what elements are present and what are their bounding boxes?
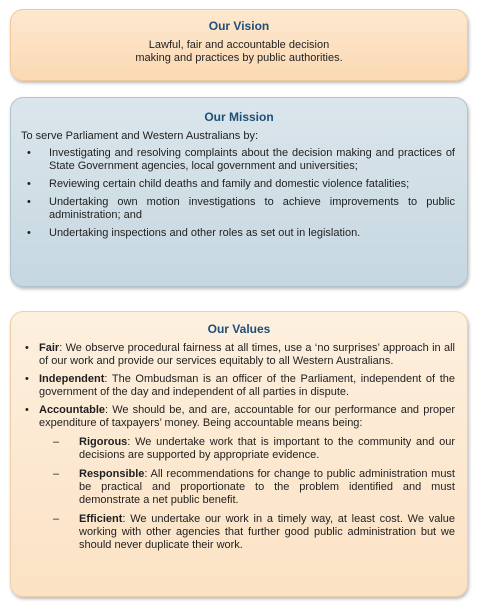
- bullet-icon: •: [27, 227, 31, 239]
- bullet-icon: •: [27, 178, 31, 190]
- values-list: [11, 342, 467, 552]
- value-term: Fair: [39, 342, 60, 354]
- accountable-sublist: [39, 436, 455, 552]
- dash-icon: –: [53, 468, 60, 480]
- value-term: Independent: [39, 373, 105, 385]
- mission-item-text: Undertaking inspections and other roles as set out in legislation.: [49, 227, 361, 239]
- dash-icon: –: [53, 436, 60, 448]
- mission-panel: [10, 97, 468, 287]
- sub-item-responsible: [11, 468, 455, 507]
- dash-icon: –: [53, 513, 60, 525]
- values-panel: [10, 311, 468, 597]
- mission-list: [11, 147, 467, 240]
- vision-panel: [10, 9, 468, 81]
- value-text: : The Ombudsman is an officer of the Parliament, independent of the government of the day and independent of all parties in dispute.: [39, 373, 455, 398]
- sub-text: : We undertake work that is important to the community and our decisions are supported by appropriate evidence.: [79, 436, 455, 461]
- value-term: Accountable: [39, 404, 106, 416]
- sub-text: : All recommendations for change to public administration must be practical and proportionate to the problem identified and must demonstrate a net public benefit.: [79, 468, 455, 506]
- mission-title: Our Mission: [204, 110, 274, 124]
- value-text: : We observe procedural fairness at all times, use a ‘no surprises’ approach in all of our work and provide our services equitably to all Western Australians.: [39, 342, 455, 367]
- bullet-icon: •: [25, 342, 29, 354]
- mission-item: [11, 227, 467, 240]
- sub-text: : We undertake our work in a timely way, at least cost. We value working with other agencies that further good public administration but we should never duplicate their work.: [79, 513, 455, 551]
- bullet-icon: •: [25, 373, 29, 385]
- value-text: : We should be, and are, accountable for our performance and proper expenditure of taxpayers’ money. Being accountable means being:: [39, 404, 455, 429]
- bullet-icon: •: [27, 147, 31, 159]
- mission-item-text: Investigating and resolving complaints about the decision making and practices of State Government agencies, local government and universities;: [49, 147, 455, 172]
- value-item-independent: [11, 373, 467, 399]
- value-item-accountable: [11, 404, 467, 552]
- sub-item-efficient: [11, 513, 455, 552]
- vision-line: making and practices by public authorities.: [135, 52, 343, 64]
- bullet-icon: •: [27, 196, 31, 208]
- mission-item: [11, 196, 467, 222]
- vision-title: Our Vision: [208, 19, 270, 33]
- values-title: Our Values: [207, 322, 271, 336]
- mission-item: [11, 147, 467, 173]
- sub-item-rigorous: [11, 436, 455, 462]
- vision-statement: [11, 39, 467, 65]
- bullet-icon: •: [25, 404, 29, 416]
- mission-item-text: Reviewing certain child deaths and family and domestic violence fatalities;: [49, 178, 410, 190]
- mission-item-text: Undertaking own motion investigations to achieve improvements to public administration; and: [49, 196, 455, 221]
- sub-term: Efficient: [79, 513, 123, 525]
- mission-intro: To serve Parliament and Western Australians by:: [21, 130, 259, 142]
- mission-item: [11, 178, 467, 191]
- sub-term: Rigorous: [79, 436, 128, 448]
- value-item-fair: [11, 342, 467, 368]
- vision-line: Lawful, fair and accountable decision: [148, 39, 330, 51]
- sub-term: Responsible: [79, 468, 145, 480]
